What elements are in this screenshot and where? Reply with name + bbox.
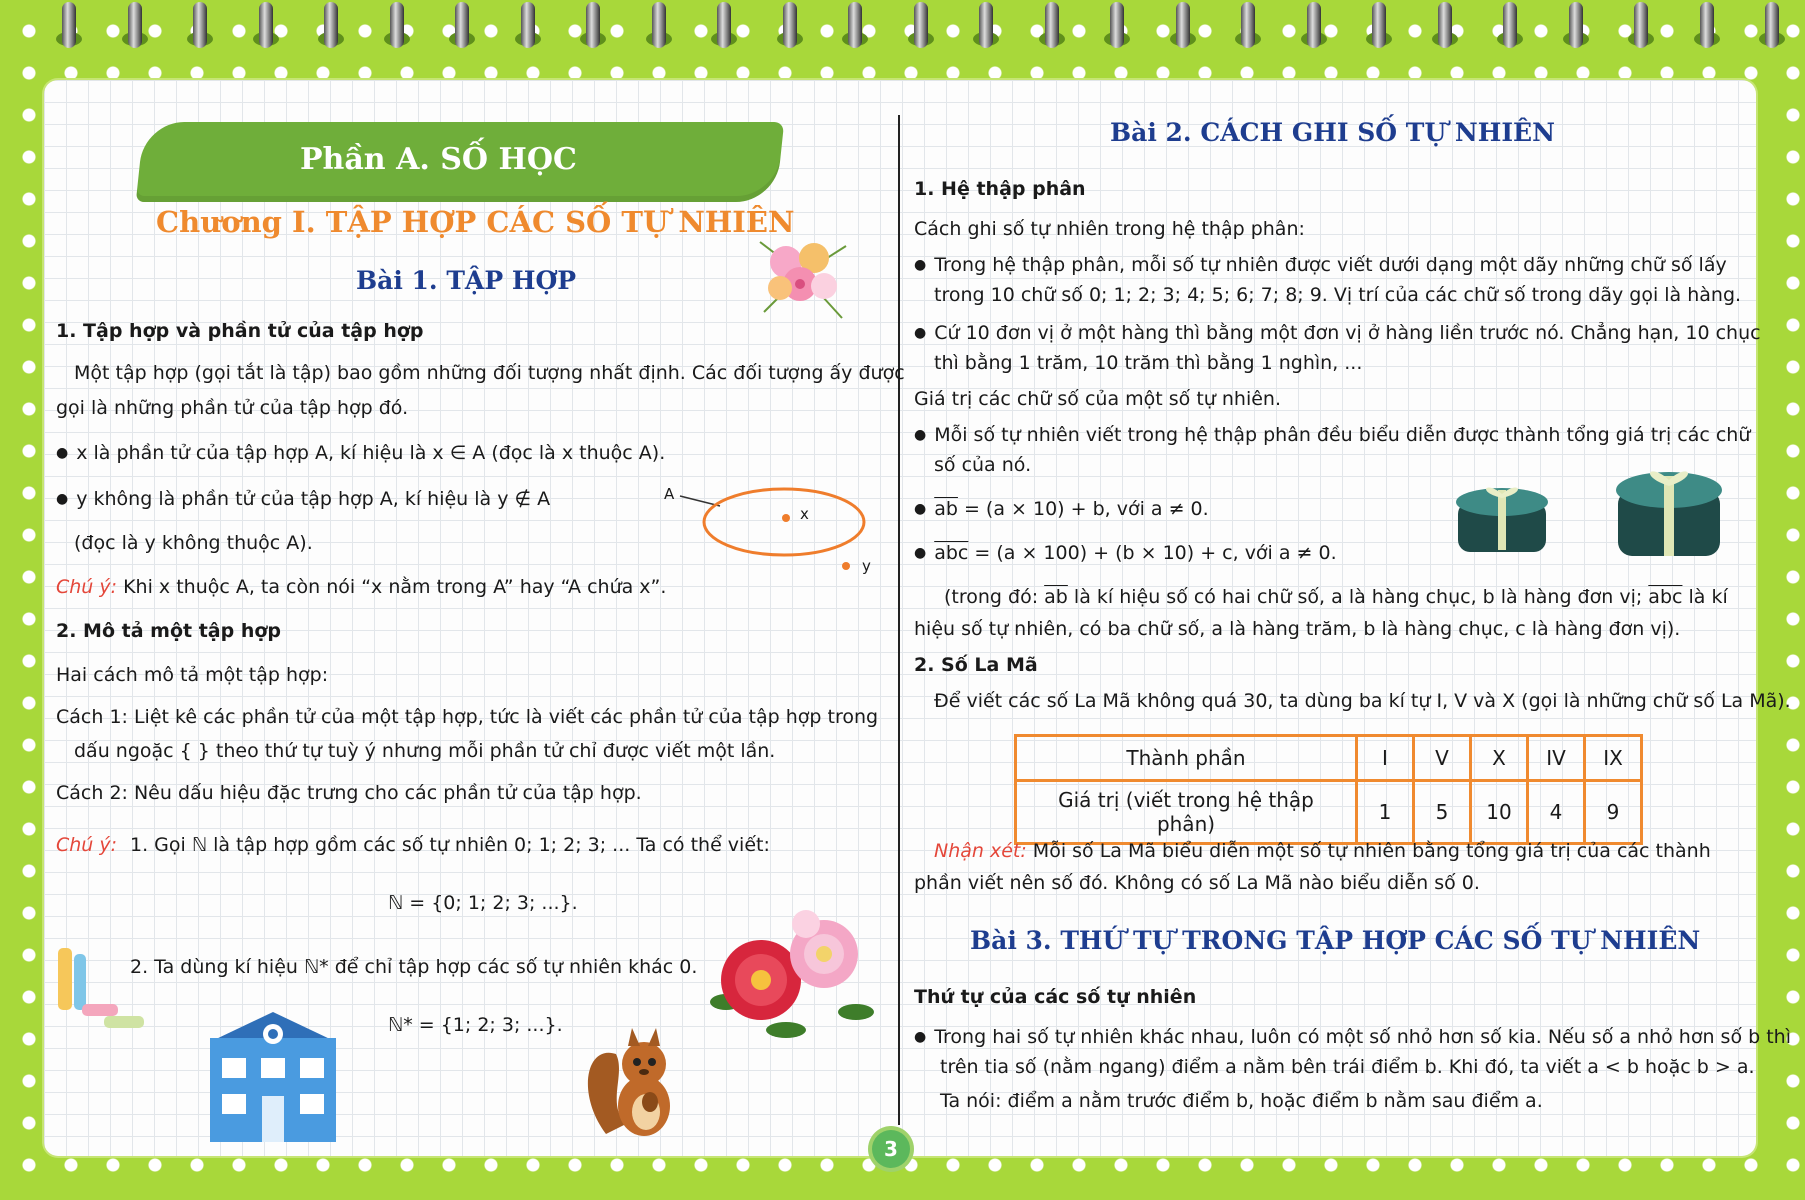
table-row [1016,736,1642,781]
set-A-label: A [664,485,675,503]
set-diagram [660,484,880,584]
where-post: là kí [1682,586,1728,608]
heading-roman-numerals: 2. Số La Mã [914,654,1038,676]
para-set-line2: gọi là những phần tử của tập hợp đó. [56,397,409,419]
page-divider [898,115,900,1125]
gift-box-large-icon [1612,462,1726,566]
remark-line1 [934,838,1711,866]
remark-text: Mỗi số La Mã biểu diễn một số tự nhiên bằng tổng giá trị của các thành [1026,840,1711,862]
spiral-binding [0,0,1805,60]
order-line1: ● Trong hai số tự nhiên khác nhau, luôn có một số nhỏ hơn số kia. Nếu số a nhỏ hơn số b thì [914,1024,1791,1052]
spiral-ring [717,2,731,48]
table-cell: X [1471,736,1528,781]
school-building-icon [204,1004,342,1144]
spiral-ring [848,2,862,48]
order-line2: trên tia số (nằm ngang) điểm a nằm bên trái điểm b. Khi đó, ta viết a < b hoặc b > a. [940,1056,1755,1078]
naturals-nonzero-formula: ℕ* = {1; 2; 3; ...}. [388,1014,563,1036]
note-2-label: Chú ý: [56,834,118,856]
table-cell: I [1357,736,1414,781]
spiral-ring [1765,2,1779,48]
table-cell: Thành phần [1016,736,1357,781]
order-line3: Ta nói: điểm a nằm trước điểm b, hoặc điểm b nằm sau điểm a. [940,1090,1543,1112]
method-2: Cách 2: Nêu dấu hiệu đặc trưng cho các phần tử của tập hợp. [56,782,642,804]
method-1-line2: dấu ngoặc { } theo thứ tự tuỳ ý nhưng mỗi phần tử chỉ được viết một lần. [74,740,776,762]
element-x-label: x [800,505,809,523]
where-pre: (trong đó: [944,586,1045,608]
where-ab-symbol: $\overline{ab}$ [1044,586,1068,608]
table-cell: 9 [1585,781,1642,844]
decimal-bullet-1-line1: ● Trong hệ thập phân, mỗi số tự nhiên được viết dưới dạng một dãy những chữ số lấy [914,252,1727,280]
roman-intro: Để viết các số La Mã không quá 30, ta dùng ba kí tự I, V và X (gọi là những chữ số La Mã). [934,690,1791,712]
section-banner-title: Phần A. SỐ HỌC [300,142,577,177]
spiral-ring [1569,2,1583,48]
abc-formula [914,540,1337,568]
heading-decimal-system: 1. Hệ thập phân [914,178,1086,200]
digit-value-intro: Giá trị các chữ số của một số tự nhiên. [914,388,1281,410]
note-label: Chú ý: [56,576,118,598]
bullet-y-not-in-A: ● y không là phần tử của tập hợp A, kí hiệu là y ∉ A [56,486,550,514]
lesson-1-title: Bài 1. TẬP HỢP [356,266,577,295]
table-cell: Giá trị (viết trong hệ thập phân) [1016,781,1357,844]
note-2-item-2: 2. Ta dùng kí hiệu ℕ* để chỉ tập hợp các số tự nhiên khác 0. [130,956,698,978]
spiral-ring [62,2,76,48]
flower-bouquet-icon [752,222,852,326]
element-x-point [782,514,790,522]
where-abc-symbol: $\overline{abc}$ [1648,586,1683,608]
lesson-2-title: Bài 2. CÁCH GHI SỐ TỰ NHIÊN [1110,118,1555,147]
table-cell: IX [1585,736,1642,781]
spiral-ring [1176,2,1190,48]
digit-value-bullet-line1: ● Mỗi số tự nhiên viết trong hệ thập phân đều biểu diễn được thành tổng giá trị các chữ [914,422,1750,450]
notation-explanation-line2: hiệu số tự nhiên, có ba chữ số, a là hàng trăm, b là hàng chục, c là hàng đơn vị). [914,618,1681,640]
spiral-ring [586,2,600,48]
decimal-bullet-2-line1: ● Cứ 10 đơn vị ở một hàng thì bằng một đơn vị ở hàng liền trước nó. Chẳng hạn, 10 chục [914,320,1761,348]
describe-intro: Hai cách mô tả một tập hợp: [56,664,329,686]
spiral-ring [193,2,207,48]
peony-flowers-icon [706,902,876,1042]
decimal-intro: Cách ghi số tự nhiên trong hệ thập phân: [914,218,1305,240]
note-1 [56,574,666,602]
ab-formula [914,496,1209,524]
spiral-ring [1045,2,1059,48]
remark-label: Nhận xét: [934,840,1027,862]
table-cell: 5 [1414,781,1471,844]
notation-explanation-line1 [944,584,1728,612]
spiral-ring [1307,2,1321,48]
spiral-ring [1700,2,1714,48]
heading-describe-set: 2. Mô tả một tập hợp [56,620,281,642]
spiral-ring [783,2,797,48]
spiral-ring [455,2,469,48]
spiral-ring [128,2,142,48]
spiral-ring [521,2,535,48]
ab-symbol: $\overline{ab}$ [934,498,958,520]
table-row [1016,781,1642,844]
roman-numeral-table [1014,734,1643,845]
spiral-ring [1438,2,1452,48]
note-2-item-1: 1. Gọi ℕ là tập hợp gồm các số tự nhiên 0; 1; 2; 3; ... Ta có thể viết: [130,834,770,856]
bullet-x-in-A: ● x là phần tử của tập hợp A, kí hiệu là x ∈ A (đọc là x thuộc A). [56,440,665,468]
spiral-ring [1634,2,1648,48]
spiral-ring [1110,2,1124,48]
remark-line2: phần viết nên số đó. Không có số La Mã nào biểu diễn số 0. [914,872,1480,894]
decimal-bullet-1-line2: trong 10 chữ số 0; 1; 2; 3; 4; 5; 6; 7; 8; 9. Vị trí của các chữ số trong dãy gọi là hàng. [934,284,1742,306]
spiral-ring [324,2,338,48]
gift-box-small-icon [1452,480,1552,562]
decimal-bullet-2-line2: thì bằng 1 trăm, 10 trăm thì bằng 1 nghìn, ... [934,352,1363,374]
page-number: 3 [872,1130,910,1168]
table-cell: 10 [1471,781,1528,844]
spiral-ring [1503,2,1517,48]
spiral-ring [914,2,928,48]
where-mid: là kí hiệu số có hai chữ số, a là hàng chục, b là hàng đơn vị; [1067,586,1649,608]
note-1-text: Khi x thuộc A, ta còn nói “x nằm trong A” hay “A chứa x”. [123,576,667,598]
table-cell: 1 [1357,781,1414,844]
abc-symbol: $\overline{abc}$ [934,542,969,564]
squirrel-icon [586,1024,686,1144]
spiral-ring [259,2,273,48]
table-cell: 4 [1528,781,1585,844]
table-cell: V [1414,736,1471,781]
para-set-line1: Một tập hợp (gọi tắt là tập) bao gồm những đối tượng nhất định. Các đối tượng ấy được [74,362,905,384]
spiral-ring [1372,2,1386,48]
spiral-ring [390,2,404,48]
spiral-ring [979,2,993,48]
method-1-line1: Cách 1: Liệt kê các phần tử của một tập hợp, tức là viết các phần tử của tập hợp trong [56,706,879,728]
abc-formula-text: = (a × 100) + (b × 10) + c, với a ≠ 0. [968,542,1337,564]
naturals-formula: ℕ = {0; 1; 2; 3; ...}. [388,892,578,914]
spiral-ring [652,2,666,48]
lesson-3-title: Bài 3. THỨ TỰ TRONG TẬP HỢP CÁC SỐ TỰ NHIÊN [970,926,1701,955]
element-y-label: y [862,557,871,575]
chapter-title: Chương I. TẬP HỢP CÁC SỐ TỰ NHIÊN [156,205,795,239]
table-cell: IV [1528,736,1585,781]
bullet-y-not-in-A-cont: (đọc là y không thuộc A). [74,532,313,554]
element-y-point [842,562,850,570]
spiral-ring [1241,2,1255,48]
ab-formula-text: = (a × 10) + b, với a ≠ 0. [957,498,1209,520]
heading-order: Thứ tự của các số tự nhiên [914,986,1197,1008]
digit-value-bullet-line2: số của nó. [934,454,1032,476]
heading-set-elements: 1. Tập hợp và phần tử của tập hợp [56,320,424,342]
